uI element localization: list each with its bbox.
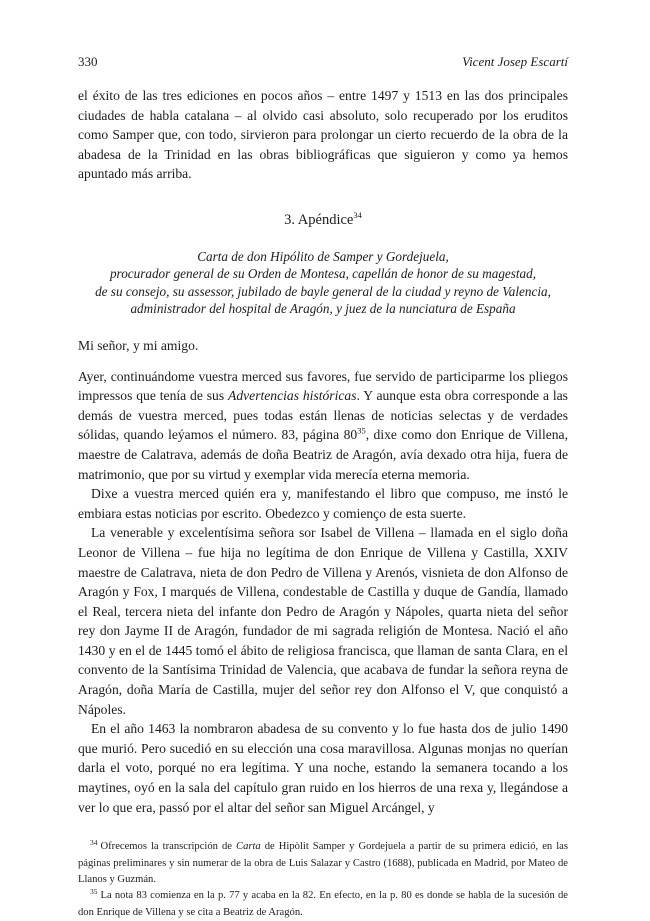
paragraph-text: Ayer, continuándome vuestra merced sus favores, fue servido de participarme los pliegos impressos que tenía de sus bbox=[78, 368, 568, 404]
letter-title-line: de su consejo, su assessor, jubilado de bayle general de la ciudad y reyno de Valencia, bbox=[95, 283, 551, 299]
footnote-text: de Hipòlit Samper y Gordejuela a partir de su primera edició, en las páginas preliminares y sin numerar de la obra de Luis Salazar y Castro (1688), publicada en Madrid, por Mateo de Llanos y Guzmán. bbox=[78, 841, 569, 886]
paragraph-text: , dixe como don Enrique de Villena, maestre de Calatrava, además de doña Beatriz de Aragón, avía dexado otra hija, fuera de matrimonio, que por su virtud y exemplar vida merecía eterna memoria. bbox=[78, 427, 568, 482]
running-head bbox=[78, 54, 568, 74]
footnote-number: 35 bbox=[90, 886, 98, 896]
section-title: 3. Apéndice bbox=[284, 211, 354, 228]
italic-title: Advertencias históricas bbox=[228, 388, 357, 404]
letter-title-line: procurador general de su Orden de Montesa, capellán de honor de su magestad, bbox=[109, 266, 537, 282]
salutation: Mi señor, y mi amigo. bbox=[78, 337, 199, 353]
footnotes bbox=[78, 839, 568, 921]
letter-paragraph-3: La venerable y excelentísima señora sor Isabel de Villena – llamada en el siglo doña Leonor de Villena – fue hija no legítima de don Enrique de Villena y Castilla, XXIV maestre de Calatrava, nieta de don Pedro de Villena y Arenós, visnieta de don Alfonso de Aragón y Fox, I marqués de Villena, condestable de Castilla y duque de Gandía, llamado el Real, tercera nieta del infante don Pedro de Aragón y Nápoles, quarta nieta del señor rey don Jayme II de Aragón, fundador de mi sagrada religión de Montesa. Nació el año 1430 y en el de 1445 tomó el ábito de religiosa francisca, que llaman de santa Clara, en el convento de la Santísima Trinidad de Valencia, que acabava de fundar la señora reyna de Aragón, doña María de Castilla, mujer del señor rey don Alfonso el V, que conquistó a Nápoles. bbox=[78, 525, 568, 717]
section-heading bbox=[78, 210, 568, 230]
section-note-ref: 34 bbox=[353, 210, 362, 221]
letter-title-line: administrador del hospital de Aragón, y juez de la nunciatura de España bbox=[130, 301, 516, 317]
footnote-34 bbox=[78, 839, 568, 888]
footnote-italic: Carta bbox=[236, 841, 261, 853]
footnote-text: Ofrecemos la transcripción de bbox=[100, 841, 236, 853]
paragraph-text: . Y aunque esta obra corresponde a las demás de vuestra merced, pues todas están llenas de noticias selectas y de verdades sólidas, quando leýamos el número. 83, página 80 bbox=[78, 388, 568, 443]
letter-title-line: Carta de don Hipólito de Samper y Gordejuela, bbox=[197, 248, 449, 264]
footnote-ref: 35 bbox=[357, 425, 366, 436]
letter-paragraph-2: Dixe a vuestra merced quién era y, manifestando el libro que compuso, me instó le embiara estas noticias por escrito. Obedezco y comienço de esta suerte. bbox=[78, 486, 568, 521]
footnote-text: La nota 83 comienza en la p. 77 y acaba en la 82. En efecto, en la p. 80 es donde se habla de la sucesión de don Enrique de Villena y se cita a Beatriz de Aragón. bbox=[78, 890, 568, 918]
letter-paragraph-1 bbox=[78, 367, 568, 485]
page-number: 330 bbox=[78, 54, 98, 69]
book-page bbox=[78, 54, 568, 921]
letter-title bbox=[78, 248, 568, 318]
footnote-35 bbox=[78, 888, 568, 921]
intro-paragraph: el éxito de las tres ediciones en pocos años – entre 1497 y 1513 en las dos principales ciudades de habla catalana – al olvido casi absoluto, solo recuperado por los eruditos como Samper que, con todo, sirvieron para prolongar un cierto recuerdo de la obra de la abadesa de la Trinidad en las obras bibliográficas que siguieron y como ya hemos apuntado más arriba. bbox=[78, 88, 568, 182]
letter-paragraph-4: En el año 1463 la nombraron abadesa de su convento y lo fue hasta dos de julio 1490 que murió. Pero sucedió en su elección una cosa maravillosa. Algunas monjas no querían darla el voto, porqué no era legítima. Y una noche, estando la semanera tocando a los maytines, oyó en la sala del capítulo gran ruido en los hierros de una rexa y, llegándose a ver lo que era, passó por el altar del señor san Miguel Arcángel, y bbox=[78, 721, 568, 815]
footnote-number: 34 bbox=[90, 837, 98, 847]
running-head-author: Vicent Josep Escartí bbox=[462, 54, 568, 69]
